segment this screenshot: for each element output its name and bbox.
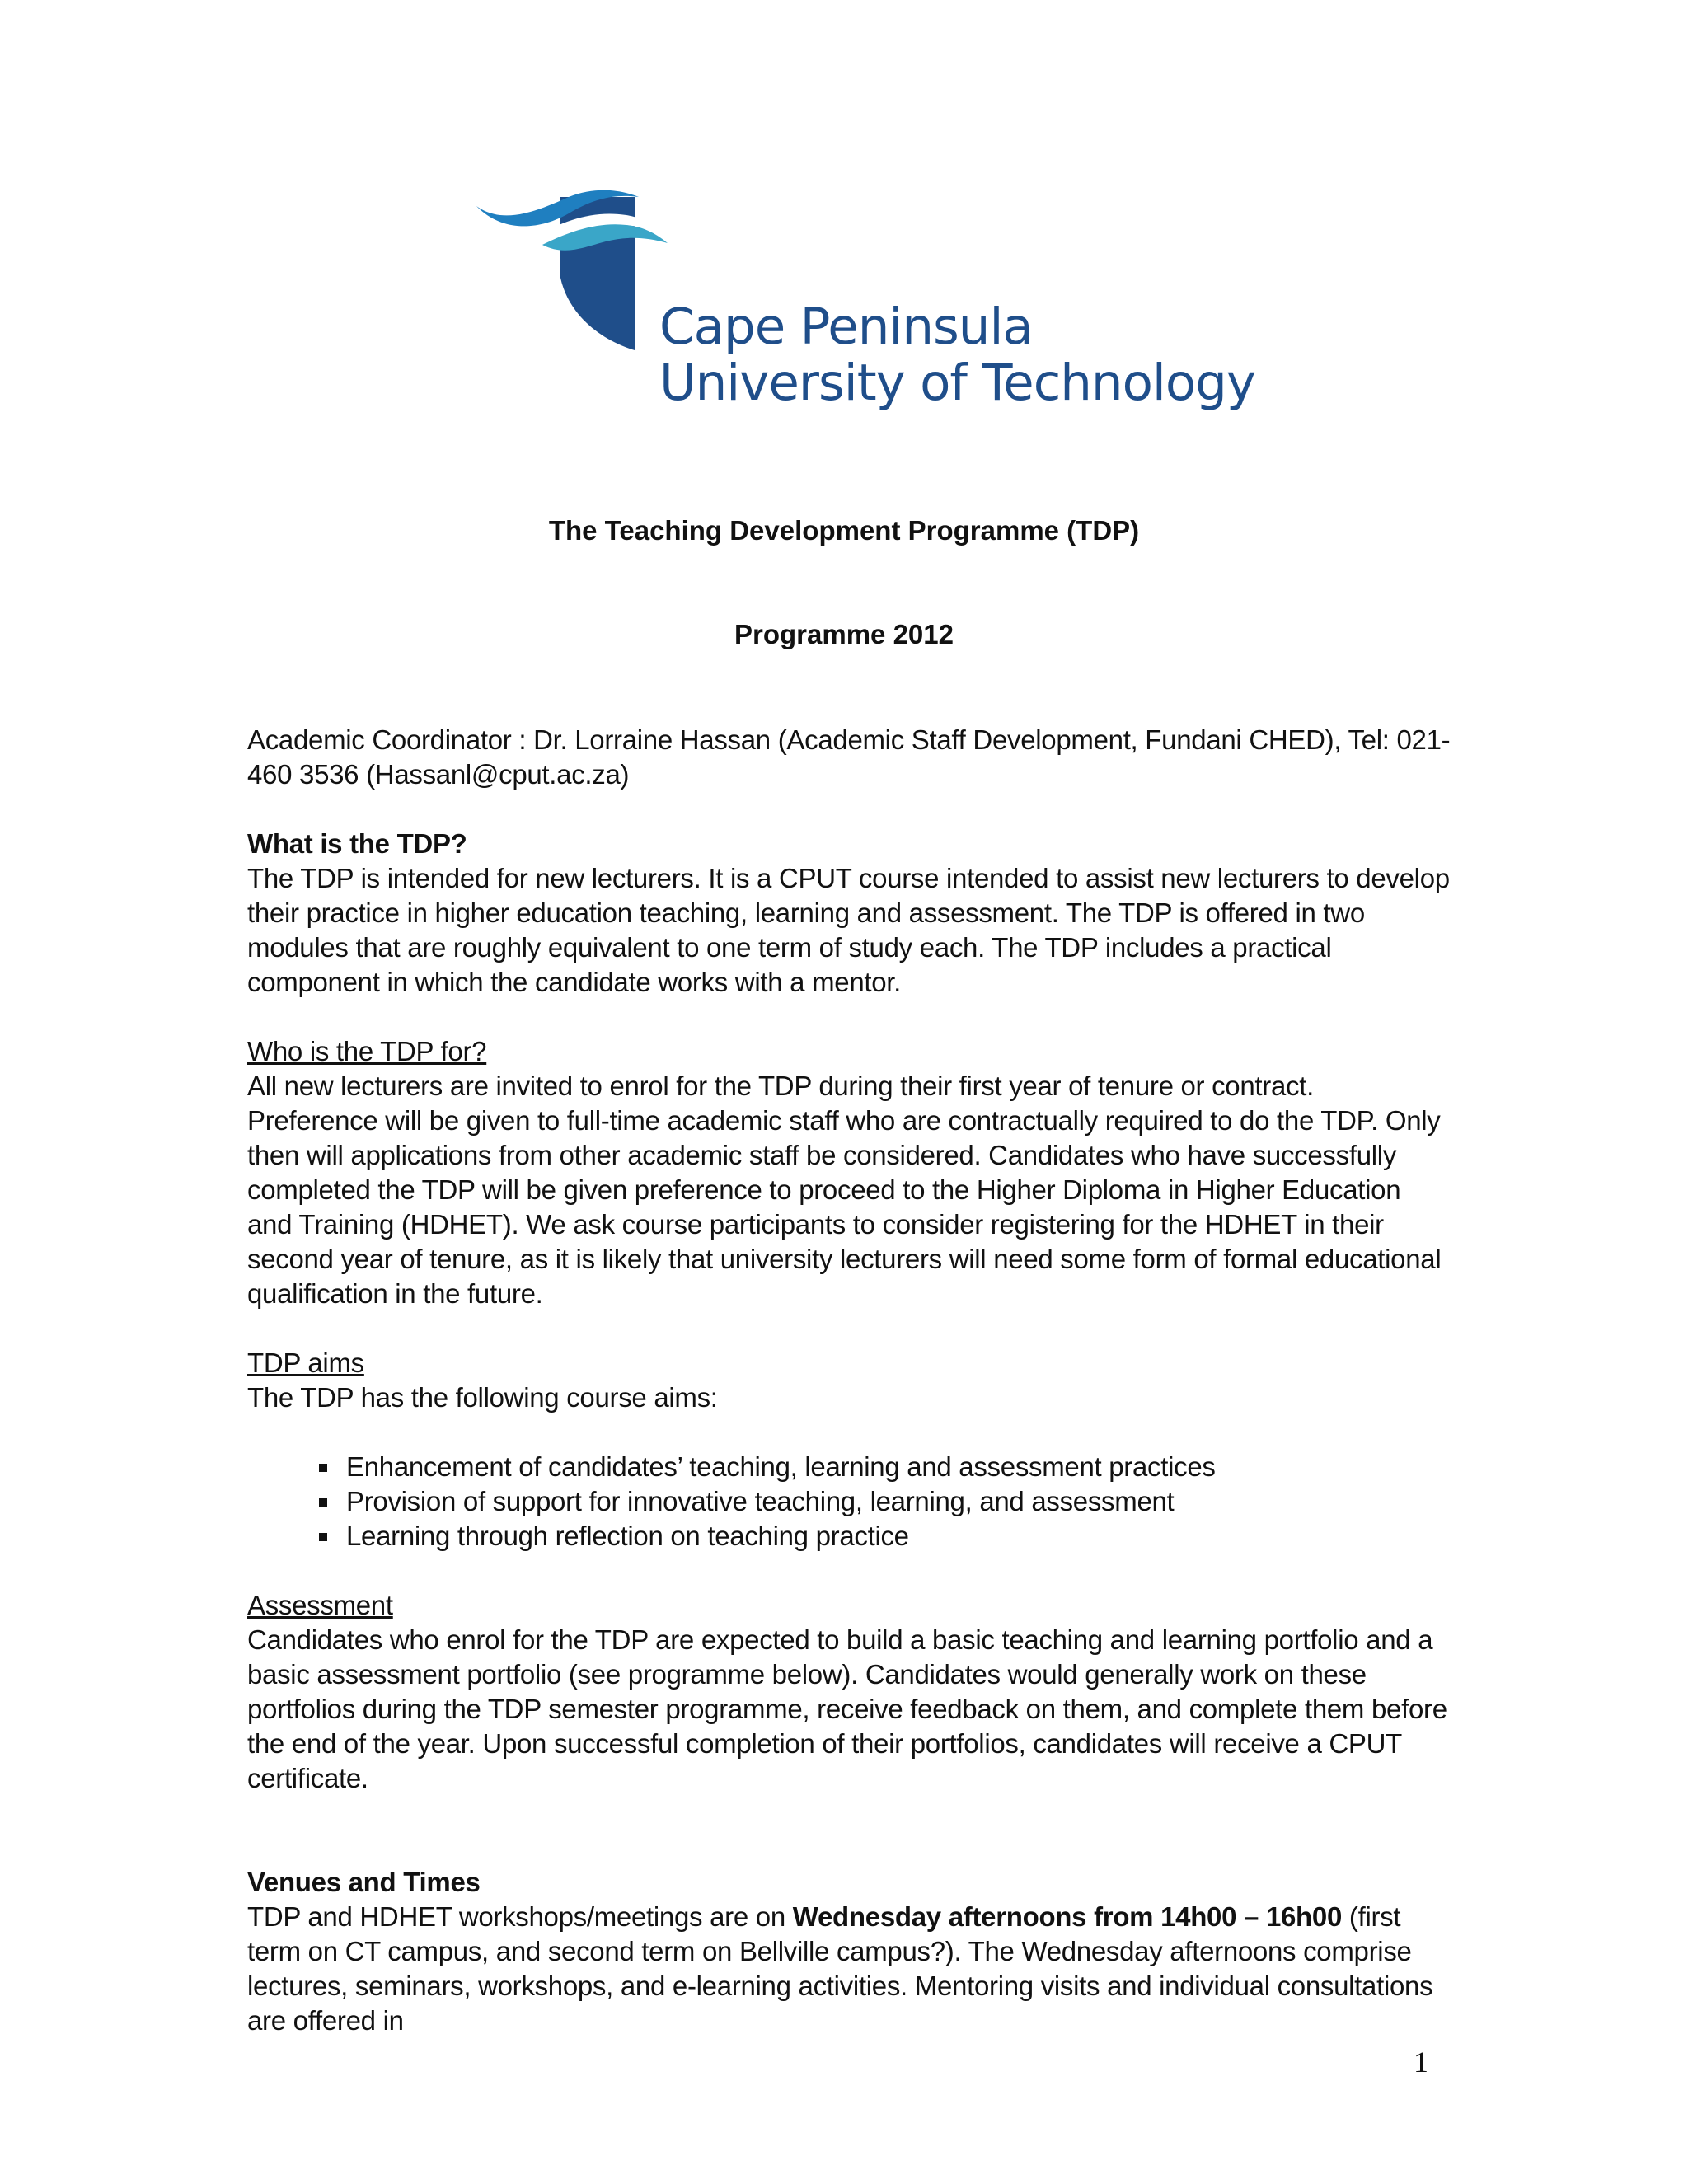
heading-who-is-tdp-for: Who is the TDP for? <box>247 1036 487 1066</box>
aims-intro: The TDP has the following course aims: <box>247 1382 718 1413</box>
paragraph-what-is-tdp: The TDP is intended for new lecturers. It is a CPUT course intended to assist new lecturers to develop their practice in higher education teaching, learning and assessment. The TDP is offered in two modules that are roughly equivalent to one term of study each. The TDP includes a practical component in which the candidate works with a mentor. <box>247 863 1450 997</box>
cput-emblem-icon <box>470 185 668 350</box>
coordinator-line: Academic Coordinator : Dr. Lorraine Hassan (Academic Staff Development, Fundani CHED), Tel: 021-460 3536 (Hassanl@cput.ac.za) <box>247 724 1451 790</box>
page-number: 1 <box>1414 2046 1428 2079</box>
list-item: Provision of support for innovative teaching, learning, and assessment <box>247 1484 1451 1519</box>
heading-venues-and-times: Venues and Times <box>247 1867 481 1897</box>
bullet-square-icon <box>319 1533 327 1541</box>
paragraph-who-is-tdp-for: All new lecturers are invited to enrol for the TDP during their first year of tenure or contract. Preference will be given to full-time academic staff who are contractually required to do the TDP. Only then will applications from other academic staff be considered. Candidates who have successfully completed the TDP will be given preference to proceed to the Higher Diploma in Higher Education and Training (HDHET). We ask course participants to consider registering for the HDHET in their second year of tenure, as it is likely that university lecturers will need some form of formal educational qualification in the future. <box>247 1071 1442 1309</box>
paragraph-assessment: Candidates who enrol for the TDP are expected to build a basic teaching and learning portfolio and a basic assessment portfolio (see programme below). Candidates would generally work on these portfolios during the TDP semester programme, receive feedback on them, and complete them before the end of the year. Upon successful completion of their portfolios, candidates will receive a CPUT certificate. <box>247 1624 1447 1793</box>
heading-assessment: Assessment <box>247 1590 393 1620</box>
bullet-square-icon <box>319 1464 327 1472</box>
logo-line-2: University of Technology <box>659 354 1255 412</box>
logo-wordmark <box>659 299 1255 411</box>
list-item: Enhancement of candidates’ teaching, learning and assessment practices <box>247 1450 1451 1484</box>
heading-what-is-tdp: What is the TDP? <box>247 828 467 859</box>
document-body <box>247 723 1451 2038</box>
bullet-square-icon <box>319 1498 327 1507</box>
logo-line-1: Cape Peninsula <box>659 298 1033 356</box>
document-subtitle: Programme 2012 <box>734 619 954 649</box>
heading-tdp-aims: TDP aims <box>247 1347 364 1378</box>
aims-list <box>247 1450 1451 1554</box>
cput-logo <box>470 185 1255 424</box>
venues-time-highlight: Wednesday afternoons from 14h00 – 16h00 <box>792 1901 1343 1932</box>
document-title: The Teaching Development Programme (TDP) <box>548 515 1140 546</box>
list-item: Learning through reflection on teaching practice <box>247 1519 1451 1554</box>
paragraph-venues-and-times: TDP and HDHET workshops/meetings are on Wednesday afternoons from 14h00 – 16h00 (first term on CT campus, and second term on Bellville campus?). The Wednesday afternoons comprise lectures, seminars, workshops, and e-learning activities. Mentoring visits and individual consultations are offered in <box>247 1901 1433 2036</box>
